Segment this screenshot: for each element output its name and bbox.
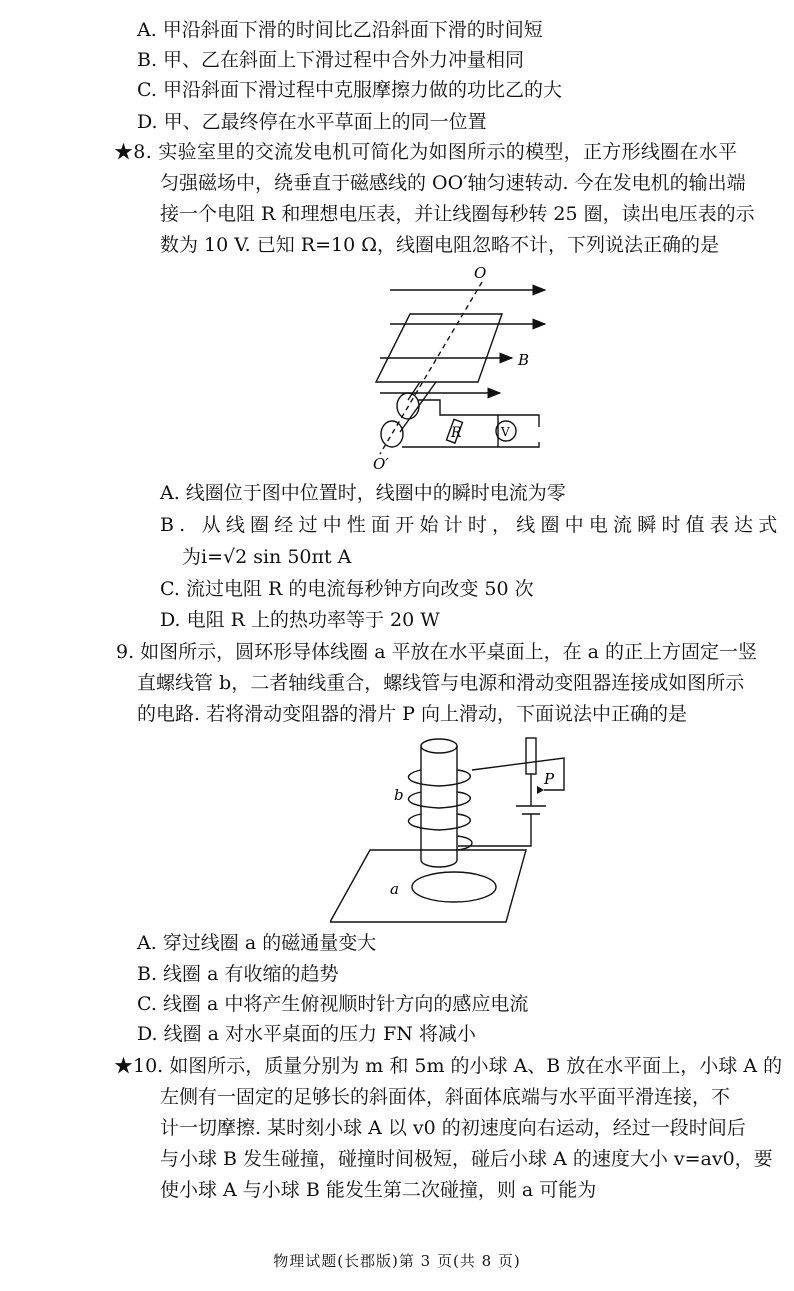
q9-stem-line-1: 9. 如图所示，圆环形导体线圈 a 平放在水平桌面上，在 a 的正上方固定一竖: [116, 641, 757, 663]
page-footer: 物理试题(长郡版)第 3 页(共 8 页): [273, 1252, 521, 1270]
label-O-top: O: [474, 264, 487, 282]
axis-OO: [380, 282, 482, 454]
q8-option-a: A. 线圈位于图中位置时，线圈中的瞬时电流为零: [160, 482, 566, 504]
q8-stem-line-1: ★8. 实验室里的交流发电机可简化为如图所示的模型，正方形线圈在水平: [114, 141, 738, 163]
label-R: R: [451, 425, 462, 441]
label-b: b: [394, 786, 404, 804]
solenoid-figure: [330, 732, 575, 927]
q7-option-a: A. 甲沿斜面下滑的时间比乙沿斜面下滑的时间短: [137, 19, 543, 41]
q9-stem-line-2: 直螺线管 b，二者轴线重合，螺线管与电源和滑动变阻器连接成如图所示: [137, 672, 745, 694]
label-a: a: [390, 880, 399, 898]
solenoid-b: [421, 739, 457, 753]
q9-stem-line-3: 的电路. 若将滑动变阻器的滑片 P 向上滑动，下面说法中正确的是: [137, 703, 687, 725]
q9-option-b: B. 线圈 a 有收缩的趋势: [137, 963, 339, 985]
q9-option-a: A. 穿过线圈 a 的磁通量变大: [137, 932, 377, 954]
label-V: V: [501, 425, 510, 439]
rheostat: [526, 738, 536, 774]
slip-ring-lower: [381, 421, 403, 447]
label-P: P: [544, 770, 555, 788]
q8-option-d: D. 电阻 R 上的热功率等于 20 W: [160, 609, 440, 631]
q7-option-d: D. 甲、乙最终停在水平草面上的同一位置: [137, 111, 487, 133]
q10-stem-line-5: 使小球 A 与小球 B 能发生第二次碰撞，则 a 可能为: [160, 1179, 597, 1201]
q7-option-b: B. 甲、乙在斜面上下滑过程中合外力冲量相同: [137, 49, 525, 71]
q8-option-b-line-2: 为i=√2 sin 50πt A: [182, 546, 352, 568]
q8-option-b-line-1: B. 从线圈经过中性面开始计时，线圈中电流瞬时值表达式: [160, 514, 783, 536]
label-B: B: [518, 351, 530, 369]
q9-option-d: D. 线圈 a 对水平桌面的压力 FN 将减小: [137, 1023, 476, 1045]
generator-figure: [340, 262, 570, 474]
label-O-bottom: O′: [373, 455, 389, 473]
q8-option-c: C. 流过电阻 R 的电流每秒钟方向改变 50 次: [160, 578, 534, 600]
q7-option-c: C. 甲沿斜面下滑过程中克服摩擦力做的功比乙的大: [137, 79, 562, 101]
q10-stem-line-1: ★10. 如图所示，质量分别为 m 和 5m 的小球 A、B 放在水平面上，小球 A 的: [114, 1055, 783, 1077]
ring-a: [412, 872, 496, 902]
q10-stem-line-3: 计一切摩擦. 某时刻小球 A 以 v0 的初速度向右运动，经过一段时间后: [160, 1117, 746, 1139]
q8-stem-line-4: 数为 10 V. 已知 R=10 Ω，线圈电阻忽略不计，下列说法正确的是: [160, 234, 719, 256]
q10-stem-line-2: 左侧有一固定的足够长的斜面体，斜面体底端与水平面平滑连接，不: [160, 1086, 731, 1108]
q9-option-c: C. 线圈 a 中将产生俯视顺时针方向的感应电流: [137, 993, 529, 1015]
q8-stem-line-2: 匀强磁场中，绕垂直于磁感线的 OO′轴匀速转动. 今在发电机的输出端: [160, 172, 746, 194]
slider-P-arrow: [537, 786, 544, 794]
q8-stem-line-3: 接一个电阻 R 和理想电压表，并让线圈每秒转 25 圈，读出电压表的示: [160, 203, 755, 225]
q10-stem-line-4: 与小球 B 发生碰撞，碰撞时间极短，碰后小球 A 的速度大小 v=av0，要: [160, 1148, 773, 1170]
